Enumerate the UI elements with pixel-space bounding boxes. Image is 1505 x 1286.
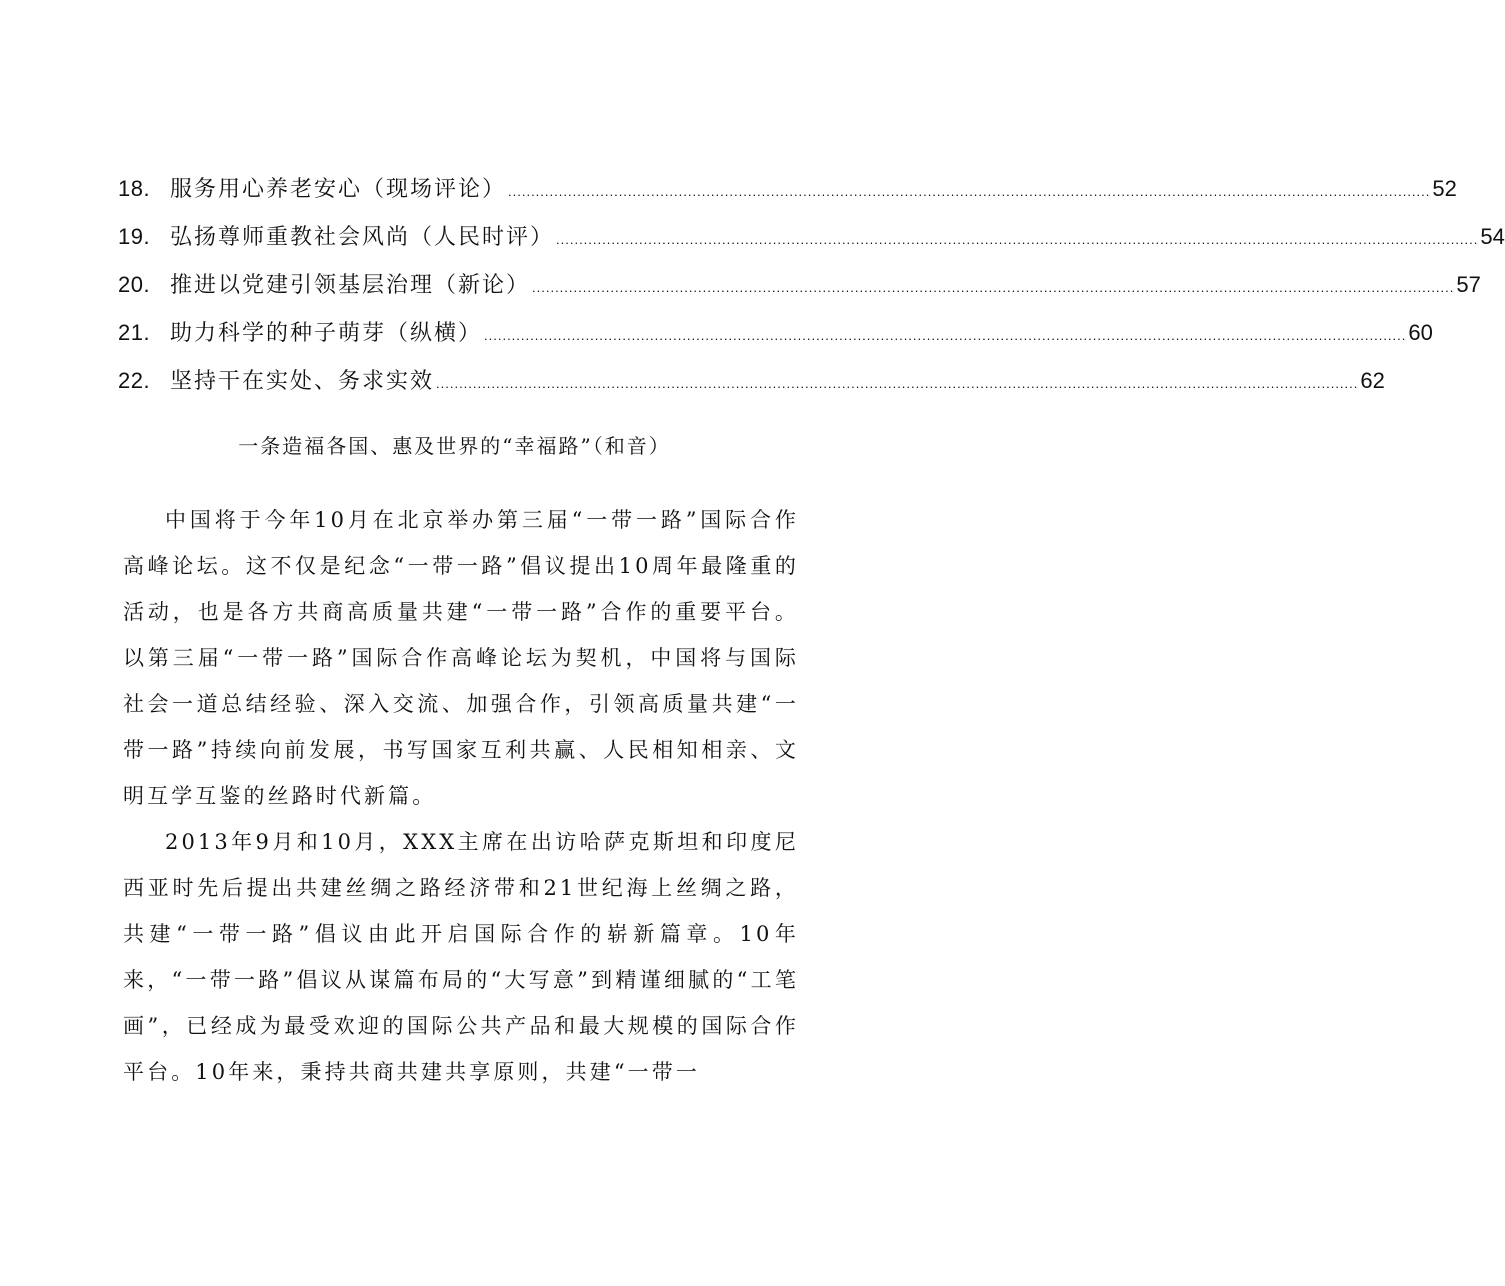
toc-dot-leader: ........................................................................................................................................................................................................: [532, 280, 1455, 295]
toc-entry-page: 62: [1360, 368, 1385, 393]
article-paragraph: 2013年9月和10月，XXX主席在出访哈萨克斯坦和印度尼西亚时先后提出共建丝绸之路经济带和21世纪海上丝绸之路，共建“一带一路”倡议由此开启国际合作的崭新篇章。10年来，“一带一路”倡议从谋篇布局的“大写意”到精谨细腻的“工笔画”，已经成为最受欢迎的国际公共产品和最大规模的国际合作平台。10年来，秉持共商共建共享原则，共建“一带一: [123, 830, 799, 1084]
toc-entry-number: 20.: [118, 272, 151, 297]
article-title: 一条造福各国、惠及世界的“幸福路”（和音）: [238, 434, 671, 458]
toc-entry-title: 推进以党建引领基层治理（新论）: [170, 273, 531, 298]
toc-entry-title: 助力科学的种子萌芽（纵横）: [170, 321, 483, 346]
toc-entry-title: 坚持干在实处、务求实效: [170, 369, 435, 394]
article-body: [123, 497, 799, 1095]
toc-dot-leader: ........................................................................................................................................................................................................: [556, 232, 1479, 247]
toc-entry-page: 57: [1456, 272, 1481, 297]
toc-entry[interactable]: [118, 165, 1457, 213]
toc-entry-number: 22.: [118, 368, 151, 393]
toc-dot-leader: ........................................................................................................................................................................................................: [508, 184, 1431, 199]
toc-entry-title: 弘扬尊师重教社会风尚（人民时评）: [170, 225, 555, 250]
article-paragraph: 中国将于今年10月在北京举办第三届“一带一路”国际合作高峰论坛。这不仅是纪念“一带一路”倡议提出10周年最隆重的活动，也是各方共商高质量共建“一带一路”合作的重要平台。以第三届“一带一路”国际合作高峰论坛为契机，中国将与国际社会一道总结经验、深入交流、加强合作，引领高质量共建“一带一路”持续向前发展，书写国家互利共赢、人民相知相亲、文明互学互鉴的丝路时代新篇。: [123, 508, 799, 808]
toc-entry[interactable]: [118, 309, 1433, 357]
toc-entry-number: 21.: [118, 320, 151, 345]
toc-entry-page: 60: [1408, 320, 1433, 345]
toc-dot-leader: ........................................................................................................................................................................................................: [484, 328, 1407, 343]
toc-entry-title: 服务用心养老安心（现场评论）: [170, 177, 507, 202]
toc-entry[interactable]: [118, 261, 1481, 309]
toc-entry-number: 18.: [118, 176, 151, 201]
toc-entry-page: 52: [1432, 176, 1457, 201]
toc-entry-page: 54: [1480, 224, 1505, 249]
toc-entry-number: 19.: [118, 224, 151, 249]
table-of-contents: [118, 165, 1505, 405]
toc-entry[interactable]: [118, 357, 1385, 405]
toc-dot-leader: ........................................................................................................................................................................................................: [436, 376, 1359, 391]
toc-entry[interactable]: [118, 213, 1505, 261]
